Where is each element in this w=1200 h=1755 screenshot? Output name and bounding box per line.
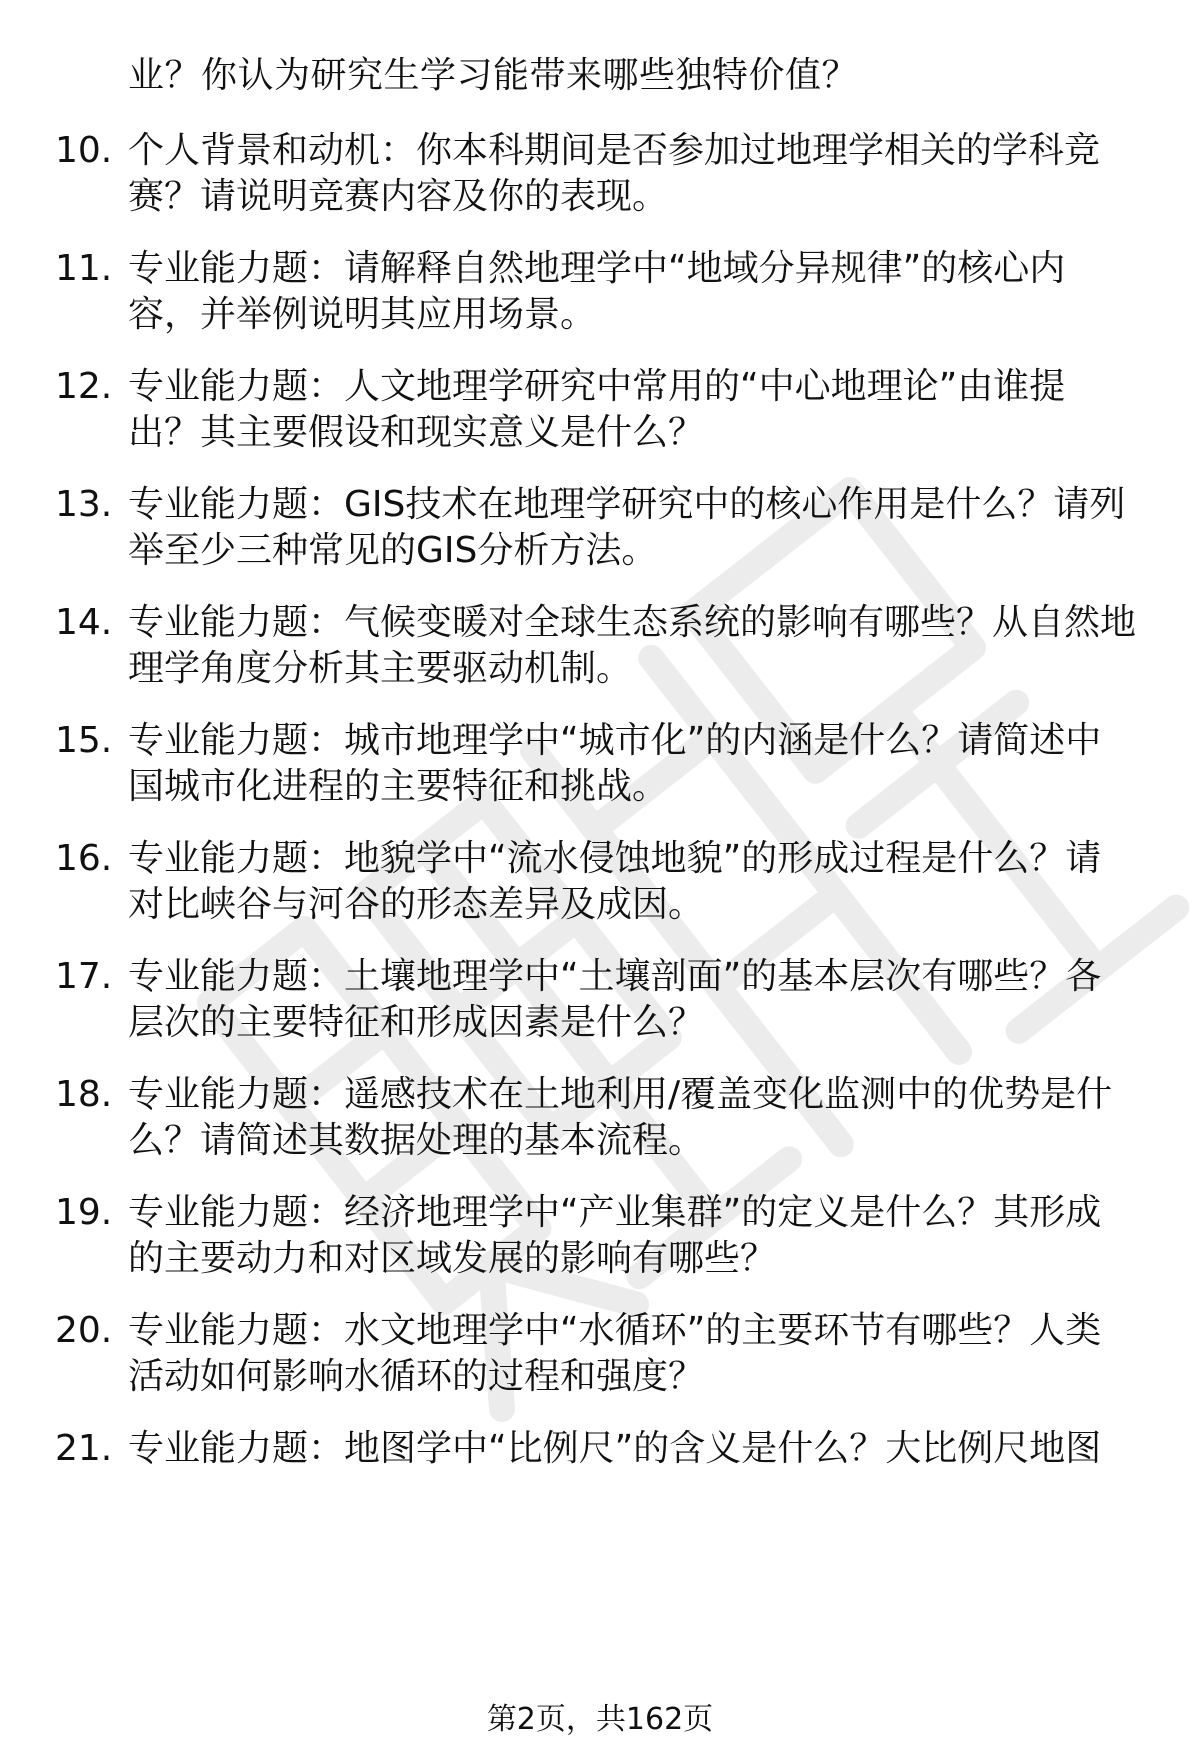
continuation-line: 业？你认为研究生学习能带来哪些独特价值？ bbox=[128, 55, 859, 96]
question-number: 16. bbox=[55, 838, 113, 879]
question-text-line: 对比峡谷与河谷的形态差异及成因。 bbox=[128, 884, 705, 925]
question-text-line: 专业能力题：气候变暖对全球生态系统的影响有哪些？从自然地 bbox=[128, 602, 1137, 643]
question-text-line: 专业能力题：地貌学中“流水侵蚀地貌”的形成过程是什么？请 bbox=[128, 838, 1102, 879]
question-number: 19. bbox=[55, 1192, 113, 1233]
question-number: 21. bbox=[55, 1428, 113, 1469]
question-text-line: 国城市化进程的主要特征和挑战。 bbox=[128, 766, 669, 807]
question-number: 15. bbox=[55, 720, 113, 761]
question-number: 18. bbox=[55, 1074, 113, 1115]
question-text-line: 专业能力题：GIS技术在地理学研究中的核心作用是什么？请列 bbox=[128, 484, 1126, 525]
question-number: 11. bbox=[55, 248, 113, 289]
question-text-line: 专业能力题：经济地理学中“产业集群”的定义是什么？其形成 bbox=[128, 1192, 1102, 1233]
question-text-line: 专业能力题：城市地理学中“城市化”的内涵是什么？请简述中 bbox=[128, 720, 1102, 761]
question-text-line: 专业能力题：地图学中“比例尺”的含义是什么？大比例尺地图 bbox=[128, 1428, 1102, 1469]
question-text-line: 专业能力题：人文地理学研究中常用的“中心地理论”由谁提 bbox=[128, 366, 1066, 407]
page-footer: 第2页，共162页 bbox=[486, 1702, 714, 1737]
question-text-line: 赛？请说明竞赛内容及你的表现。 bbox=[128, 176, 669, 217]
question-text-line: 出？其主要假设和现实意义是什么？ bbox=[128, 412, 705, 453]
question-text-line: 举至少三种常见的GIS分析方法。 bbox=[128, 530, 658, 571]
question-text-line: 个人背景和动机：你本科期间是否参加过地理学相关的学科竞 bbox=[128, 130, 1101, 171]
question-text-line: 容，并举例说明其应用场景。 bbox=[128, 294, 597, 335]
question-text-line: 层次的主要特征和形成因素是什么？ bbox=[128, 1002, 705, 1043]
question-text-line: 理学角度分析其主要驱动机制。 bbox=[128, 648, 633, 689]
question-number: 13. bbox=[55, 484, 113, 525]
question-number: 20. bbox=[55, 1310, 113, 1351]
question-text-line: 活动如何影响水循环的过程和强度？ bbox=[128, 1356, 705, 1397]
question-number: 17. bbox=[55, 956, 113, 997]
question-text-line: 专业能力题：请解释自然地理学中“地域分异规律”的核心内 bbox=[128, 248, 1066, 289]
question-number: 10. bbox=[55, 130, 113, 171]
question-text-line: 的主要动力和对区域发展的影响有哪些？ bbox=[128, 1238, 777, 1279]
question-text-line: 么？请简述其数据处理的基本流程。 bbox=[128, 1120, 705, 1161]
question-number: 12. bbox=[55, 366, 113, 407]
question-text-line: 专业能力题：水文地理学中“水循环”的主要环节有哪些？人类 bbox=[128, 1310, 1102, 1351]
question-number: 14. bbox=[55, 602, 113, 643]
question-text-line: 专业能力题：遥感技术在土地利用/覆盖变化监测中的优势是什 bbox=[128, 1074, 1113, 1115]
question-text-line: 专业能力题：土壤地理学中“土壤剖面”的基本层次有哪些？各 bbox=[128, 956, 1102, 997]
